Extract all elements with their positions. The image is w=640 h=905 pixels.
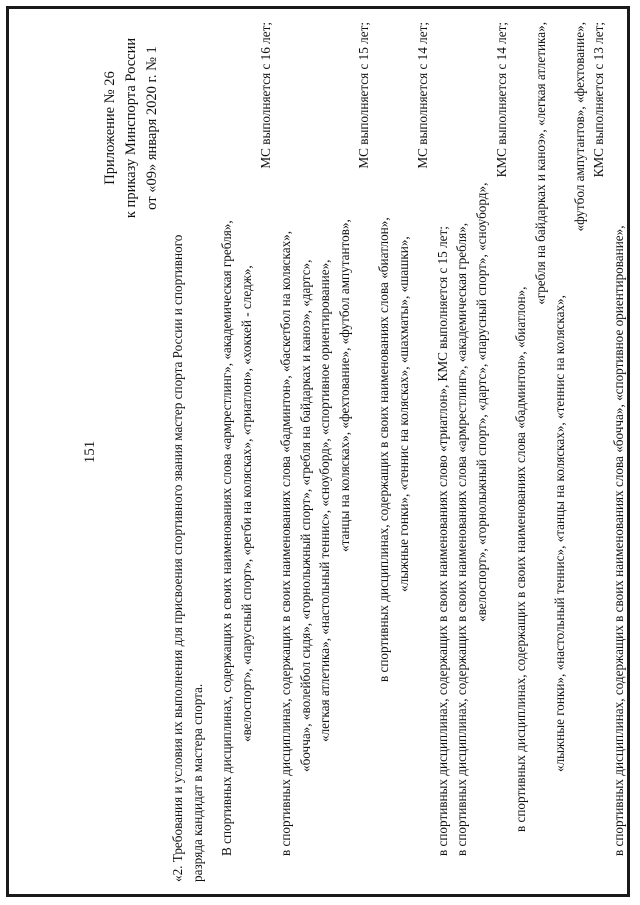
text-line: МС выполняется с 14 лет; [415,22,431,169]
appendix-title: Приложение № 26 [102,71,118,185]
text-line: «лыжные гонки», «настольный теннис», «танцы на колясках», «теннис на колясках», [552,295,568,772]
text-line: в спортивных дисциплинах, содержащих в своих наименованиях слова «бадминтон», «баскетбол на колясках», [277,230,293,856]
text-line: «2. Требования и условия их выполнения для присвоения спортивного звания мастер спорта России и спортивного [170,234,185,882]
text-line: в спортивных дисциплинах, содержащих в своих наименованиях слова «бадминтон», «биатлон», [513,286,529,832]
text-line: «велоспорт», «парусный спорт», «регби на колясках», «триатлон», «хоккей - следж», [238,265,254,742]
text-line: МС выполняется с 15 лет; [356,22,372,169]
text-line: КМС выполняется с 14 лет; [493,22,509,178]
text-line: в спортивных дисциплинах, содержащих в своих наименованиях слова «армрестлинг», «академическая гребля», [454,222,470,856]
rotated-document-page [60,22,627,882]
text-line: «танцы на колясках», «фехтование», «футбол ампутантов», [336,219,352,552]
text-line: в спортивных дисциплинах, содержащих в своих наименованиях слово «триатлон», КМС выполняется с 15 лет; [434,226,450,856]
text-line: «футбол ампутантов», «фехтование», [571,22,587,232]
appendix-header [100,22,163,234]
text-line: разряда кандидат в мастера спорта. [189,683,205,882]
text-line: «велоспорт», «горнолыжный спорт», «дартс», «парусный спорт», «сноуборд», [473,182,489,622]
page-number: 151 [82,440,98,464]
text-line: «лыжные гонки», «теннис на колясках», «шахматы», «шашки», [395,236,411,592]
text-line: В спортивных дисциплинах, содержащих в своих наименованиях слова «армрестлинг», «академическая гребля», [219,220,235,856]
appendix-date: от «09» января 2020 г. № 1 [144,46,160,210]
text-line: в спортивных дисциплинах, содержащих в своих наименованиях слова «бочча», «спортивное ориентирование», [611,225,627,856]
text-line: КМС выполняется с 13 лет; [591,22,607,178]
text-line: в спортивных дисциплинах, содержащих в своих наименованиях слова «биатлон», [375,217,391,682]
text-line: «гребля на байдарках и каноэ», «легкая атлетика», [532,22,548,305]
text-line: «легкая атлетика», «настольный теннис», «сноуборд», «спортивное ориентирование», [317,259,333,742]
text-line: «бочча», «волейбол сидя», «горнолыжный спорт», «гребля на байдарках и каноэ», «дартс», [297,259,313,772]
document-body [168,22,629,882]
appendix-order: к приказу Минспорта России [123,37,139,219]
text-line: МС выполняется с 16 лет; [258,22,274,169]
